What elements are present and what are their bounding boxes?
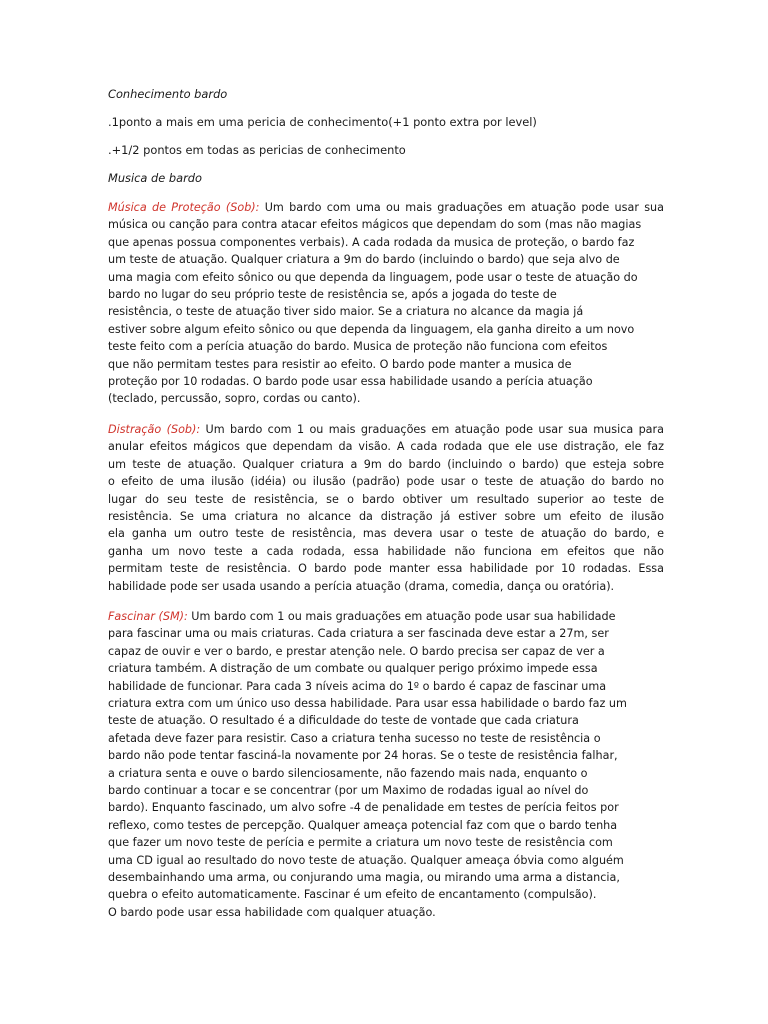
paragraph-line: (teclado, percussão, sopro, cordas ou canto). [108,392,361,406]
paragraph-distracao [108,421,664,595]
paragraph-line: uma CD igual ao resultado do novo teste de atuação. Qualquer ameaça óbvia como alguém [108,853,624,867]
paragraph-line: ganha um novo teste a cada rodada, essa habilidade não funciona em efeitos que não [108,544,664,558]
paragraph-line: lugar do seu teste de resistência, se o bardo obtiver um resultado superior ao teste de [108,492,664,506]
paragraph-line: música ou canção para contra atacar efeitos mágicos que dependam do som (mas não magias [108,218,642,232]
paragraph-line: um teste de atuação. Qualquer criatura a 9m do bardo (incluindo o bardo) que seja alvo de [108,253,620,267]
paragraph-line [108,199,664,216]
paragraph-line: desembainhando uma arma, ou conjurando uma magia, ou mirando uma arma a distancia, [108,871,620,885]
paragraph-line [108,421,664,438]
paragraph-line: uma magia com efeito sônico ou que dependa da linguagem, pode usar o teste de atuação do [108,270,638,284]
paragraph-line: bardo não pode tentar fasciná-la novamente por 24 horas. Se o teste de resistência falhar, [108,749,618,763]
heading-conhecimento-bardo: Conhecimento bardo [108,87,228,101]
paragraph-line: habilidade de funcionar. Para cada 3 níveis acima do 1º o bardo é capaz de fascinar uma [108,679,607,693]
paragraph-musica-protecao [108,199,664,408]
paragraph-line: O bardo pode usar essa habilidade com qualquer atuação. [108,905,436,919]
paragraph-line: resistência. Se uma criatura no alcance da distração já estiver sobre um efeito de ilusão [108,509,664,523]
paragraph-line: capaz de ouvir e ver o bardo, e prestar atenção nele. O bardo precisa ser capaz de ver a [108,644,605,658]
paragraph-line: criatura também. A distração de um combate ou qualquer perigo próximo impede essa [108,662,598,676]
paragraph-line: habilidade pode ser usada usando a perícia atuação (drama, comedia, dança ou oratória). [108,579,615,593]
heading-musica-de-bardo: Musica de bardo [108,171,202,185]
paragraph-line: teste de atuação. O resultado é a dificuldade do teste de vontade que cada criatura [108,714,579,728]
term-distracao: Distração (Sob): [108,422,201,436]
paragraph-line: afetada deve fazer para resistir. Caso a criatura tenha sucesso no teste de resistência o [108,731,601,745]
paragraph-line: bardo no lugar do seu próprio teste de resistência se, após a jogada do teste de [108,288,557,302]
term-musica-protecao: Música de Proteção (Sob): [108,201,260,214]
term-fascinar: Fascinar (SM): [108,609,188,623]
paragraph-line: o efeito de uma ilusão (idéia) ou ilusão (padrão) pode usar o teste de atuação do bardo no [108,475,664,489]
paragraph-line: bardo). Enquanto fascinado, um alvo sofre -4 de penalidade em testes de perícia feitos por [108,801,619,815]
paragraph-line: ela ganha um outro teste de resistência, mas devera usar o teste de atuação do bardo, e [108,527,664,541]
paragraph-line: que fazer um novo teste de perícia e permite a criatura um novo teste de resistência com [108,836,613,850]
paragraph-line: que apenas possua componentes verbais). A cada rodada da musica de proteção, o bardo faz [108,235,635,249]
paragraph-line: um teste de atuação. Qualquer criatura a 9m do bardo (incluindo o bardo) que esteja sobre [108,457,664,471]
paragraph-line [108,608,664,625]
paragraph-line: estiver sobre algum efeito sônico ou que dependa da linguagem, ela ganha direito a um novo [108,322,635,336]
bullet-pericia-conhecimento: .1ponto a mais em uma pericia de conhecimento(+1 ponto extra por level) [108,115,537,129]
document-page [108,86,664,921]
paragraph-line: reflexo, como testes de percepção. Qualquer ameaça potencial faz com que o bardo tenha [108,818,618,832]
paragraph-fascinar [108,608,664,921]
paragraph-line: teste feito com a perícia atuação do bardo. Musica de proteção não funciona com efeitos [108,340,608,354]
paragraph-line: bardo continuar a tocar e se concentrar (por um Maximo de rodadas igual ao nível do [108,784,589,797]
paragraph-line: para fascinar uma ou mais criaturas. Cada criatura a ser fascinada deve estar a 27m, ser [108,627,609,641]
paragraph-line: resistência, o teste de atuação tiver sido maior. Se a criatura no alcance da magia já [108,305,584,319]
bullet-pontos-pericias: .+1/2 pontos em todas as pericias de conhecimento [108,143,406,157]
text-segment: Um bardo com uma ou mais graduações em atuação pode usar sua [259,201,664,214]
text-segment: Um bardo com 1 ou mais graduações em atuação pode usar sua musica para [200,422,664,436]
paragraph-line: que não permitam testes para resistir ao efeito. O bardo pode manter a musica de [108,357,572,371]
paragraph-line: proteção por 10 rodadas. O bardo pode usar essa habilidade usando a perícia atuação [108,375,593,389]
paragraph-line: permitam teste de resistência. O bardo pode manter essa habilidade por 10 rodadas. Essa [108,562,664,576]
paragraph-line: a criatura senta e ouve o bardo silenciosamente, não fazendo mais nada, enquanto o [108,766,588,780]
paragraph-line: anular efeitos mágicos que dependam da visão. A cada rodada que ele use distração, ele faz [108,440,664,454]
text-segment: Um bardo com 1 ou mais graduações em atuação pode usar sua habilidade [187,609,616,623]
paragraph-line: criatura extra com um único uso dessa habilidade. Para usar essa habilidade o bardo faz um [108,696,627,710]
paragraph-line: quebra o efeito automaticamente. Fascinar é um efeito de encantamento (compulsão). [108,888,597,902]
